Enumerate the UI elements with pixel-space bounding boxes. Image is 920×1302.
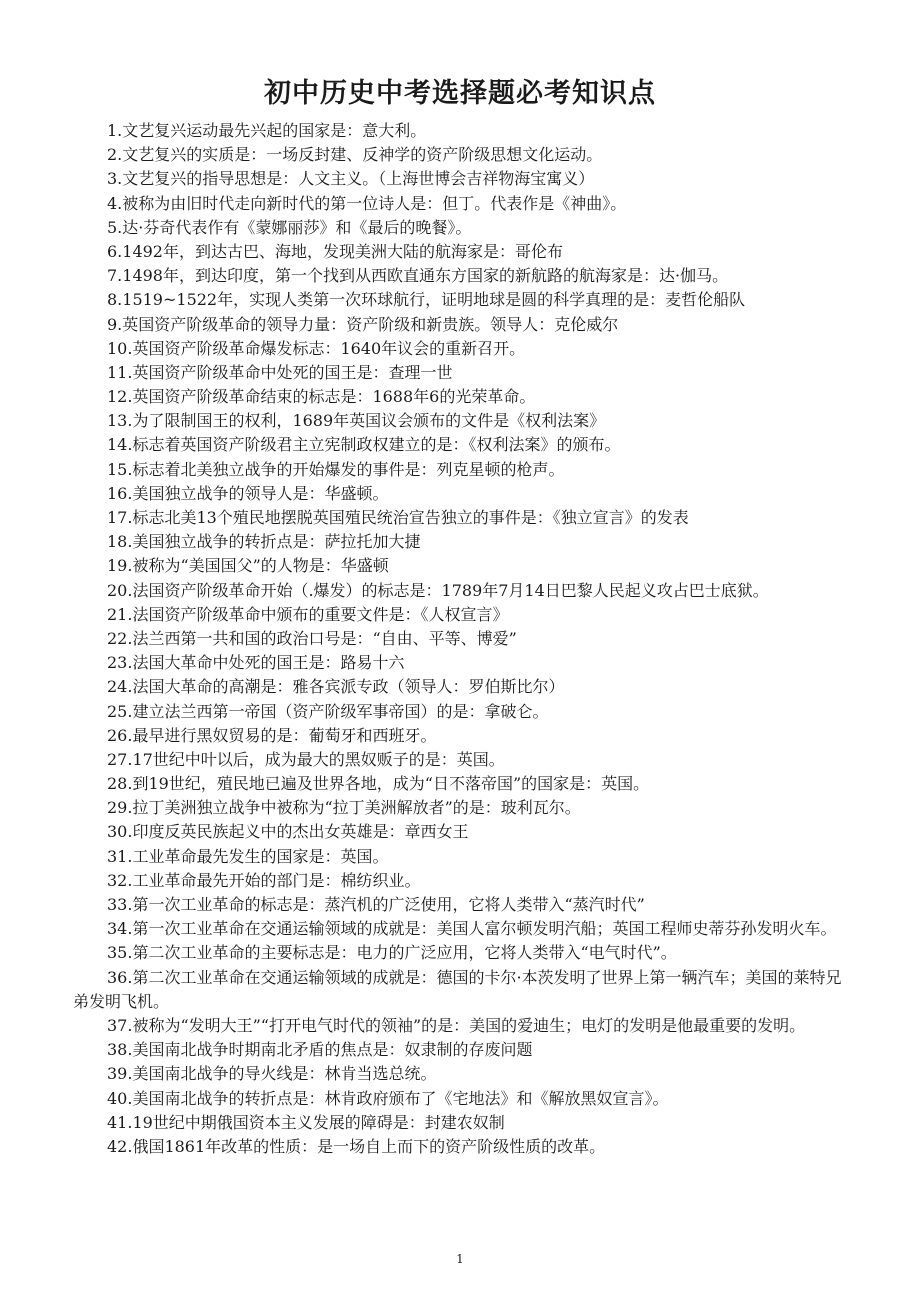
list-item: 17.标志北美13个殖民地摆脱英国殖民统治宣告独立的事件是：《独立宣言》的发表: [107, 508, 689, 527]
list-item: 5.达·芬奇代表作有《蒙娜丽莎》和《最后的晚餐》。: [107, 217, 472, 237]
list-item: 12.英国资产阶级革命结束的标志是：1688年6的光荣革命。: [107, 387, 536, 407]
list-item: 40.美国南北战争的转折点是：林肯政府颁布了《宅地法》和《解放黑奴宣言》。: [107, 1088, 669, 1108]
list-item: 33.第一次工业革命的标志是：蒸汽机的广泛使用，它将人类带入“蒸汽时代”: [107, 895, 645, 915]
list-item: 38.美国南北战争时期南北矛盾的焦点是：奴隶制的存废问题: [107, 1040, 533, 1060]
list-item: 7.1498年，到达印度，第一个找到从西欧直通东方国家的新航路的航海家是：达·伽马。: [107, 266, 729, 286]
list-item: 39.美国南北战争的导火线是：林肯当选总统。: [107, 1064, 437, 1084]
list-item: 34.第一次工业革命在交通运输领域的成就是：美国人富尔顿发明汽船；英国工程师史蒂芬孙发明火车。: [107, 919, 837, 939]
list-item: 27.17世纪中叶以后，成为最大的黑奴贩子的是：英国。: [107, 749, 505, 769]
list-item: 9.英国资产阶级革命的领导力量：资产阶级和新贵族。领导人：克伦威尔: [107, 314, 619, 334]
list-item: 36.第二次工业革命在交通运输领域的成就是：德国的卡尔·本茨发明了世界上第一辆汽车；美国的莱特兄弟发明飞机。: [73, 967, 842, 1011]
list-item: 19.被称为“美国国父”的人物是：华盛顿: [107, 556, 389, 576]
list-item: 11.英国资产阶级革命中处死的国王是：查理一世: [107, 362, 453, 382]
list-item: 22.法兰西第一共和国的政治口号是：“自由、平等、博爱”: [107, 628, 517, 648]
list-item: 20.法国资产阶级革命开始（.爆发）的标志是：1789年7月14日巴黎人民起义攻占巴士底狱。: [107, 580, 769, 600]
list-item: 18.美国独立战争的转折点是：萨拉托加大捷: [107, 532, 421, 552]
list-item: 37.被称为“发明大王”“打开电气时代的领袖”的是：美国的爱迪生；电灯的发明是他最重要的发明。: [107, 1016, 806, 1035]
list-item: 8.1519~1522年，实现人类第一次环球航行，证明地球是圆的科学真理的是：麦哲伦船队: [107, 290, 746, 310]
list-item: 1.文艺复兴运动最先兴起的国家是：意大利。: [107, 121, 427, 140]
knowledge-list: [73, 119, 848, 1159]
list-item: 28.到19世纪，殖民地已遍及世界各地，成为“日不落帝国”的国家是：英国。: [107, 774, 650, 794]
list-item: 29.拉丁美洲独立战争中被称为“拉丁美洲解放者”的是：玻利瓦尔。: [107, 798, 581, 818]
list-item: 3.文艺复兴的指导思想是：人文主义。（上海世博会吉祥物海宝寓义）: [107, 169, 595, 189]
list-item: 15.标志着北美独立战争的开始爆发的事件是：列克星顿的枪声。: [107, 459, 565, 479]
page-number: 1: [456, 1252, 464, 1266]
list-item: 31.工业革命最先发生的国家是：英国。: [107, 846, 389, 866]
list-item: 2.文艺复兴的实质是：一场反封建、反神学的资产阶级思想文化运动。: [107, 145, 603, 165]
list-item: 4.被称为由旧时代走向新时代的第一位诗人是：但丁。代表作是《神曲》。: [107, 193, 627, 213]
list-item: 35.第二次工业革命的主要标志是：电力的广泛应用，它将人类带入“电气时代”。: [107, 943, 677, 963]
page-title: 初中历史中考选择题必考知识点: [264, 78, 656, 109]
list-item: 10.英国资产阶级革命爆发标志：1640年议会的重新召开。: [107, 338, 526, 358]
list-item: 32.工业革命最先开始的部门是：棉纺织业。: [107, 870, 421, 890]
list-item: 6.1492年，到达古巴、海地，发现美洲大陆的航海家是：哥伦布: [107, 241, 563, 261]
list-item: 13.为了限制国王的权利，1689年英国议会颁布的文件是《权利法案》: [107, 411, 606, 431]
list-item: 23.法国大革命中处死的国王是：路易十六: [107, 653, 405, 673]
list-item: 30.印度反英民族起义中的杰出女英雄是：章西女王: [107, 822, 469, 842]
list-item: 14.标志着英国资产阶级君主立宪制政权建立的是：《权利法案》的颁布。: [107, 435, 621, 455]
list-item: 16.美国独立战争的领导人是：华盛顿。: [107, 483, 389, 503]
list-item: 24.法国大革命的高潮是：雅各宾派专政（领导人：罗伯斯比尔）: [107, 677, 565, 697]
list-item: 41.19世纪中期俄国资本主义发展的障碍是：封建农奴制: [107, 1112, 505, 1132]
list-item: 42.俄国1861年改革的性质：是一场自上而下的资产阶级性质的改革。: [107, 1136, 606, 1156]
list-item: 26.最早进行黑奴贸易的是：葡萄牙和西班牙。: [107, 725, 437, 745]
list-item: 21.法国资产阶级革命中颁布的重要文件是：《人权宣言》: [107, 604, 509, 624]
list-item: 25.建立法兰西第一帝国（资产阶级军事帝国）的是：拿破仑。: [107, 701, 549, 721]
